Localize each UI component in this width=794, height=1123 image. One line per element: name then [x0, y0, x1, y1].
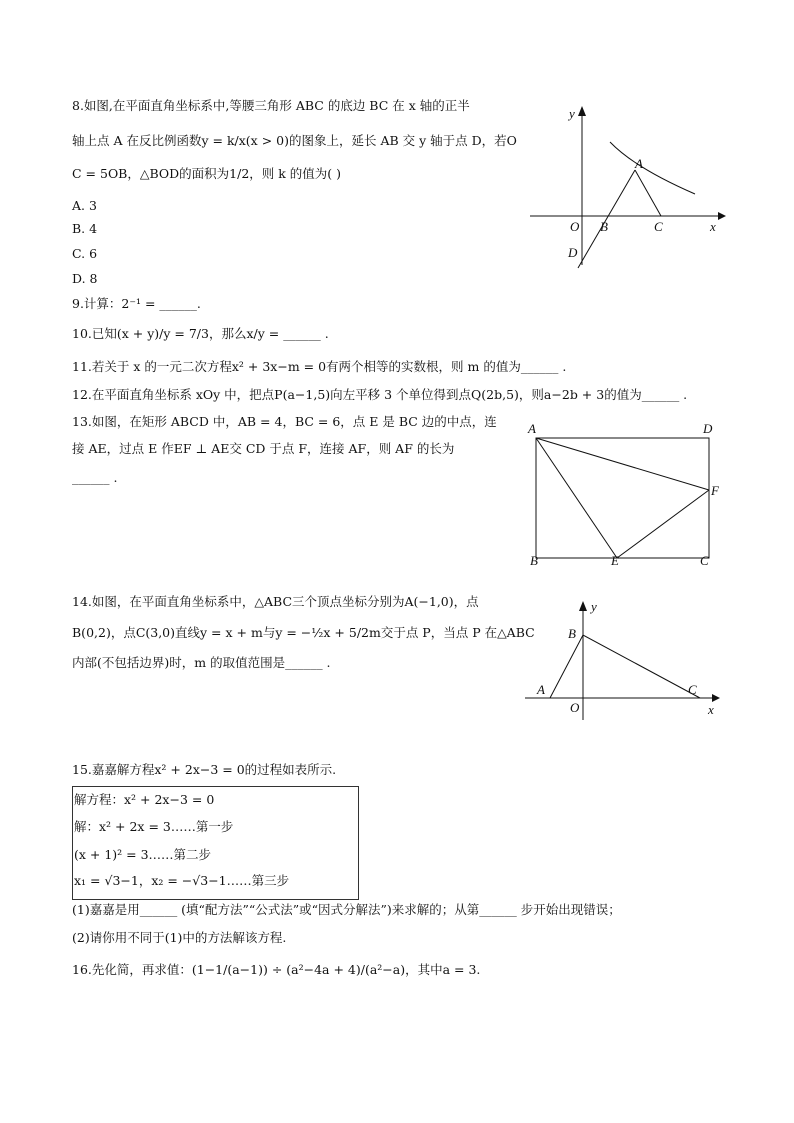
label-f: F [711, 483, 719, 498]
x-axis-arrow [718, 212, 726, 220]
label-o: O [570, 219, 580, 234]
label-d: D [568, 245, 578, 260]
label-c: C [654, 219, 663, 234]
label-b: B [600, 219, 608, 234]
segment-ef [617, 490, 709, 558]
q15-part2: (2)请你用不同于(1)中的方法解该方程. [72, 930, 287, 945]
label-c: C [700, 553, 709, 568]
label-y: y [569, 106, 575, 121]
segment-af [536, 438, 709, 490]
q8-line1: 8.如图,在平面直角坐标系中,等腰三角形 ABC 的底边 BC 在 x 轴的正半 [72, 98, 470, 113]
q15-intro: 15.嘉嘉解方程x² + 2x−3 = 0的过程如表所示. [72, 762, 337, 777]
q10: 10.已知(x + y)/y = 7/3，那么x/y = ______ . [72, 326, 329, 341]
q14-line3: 内部(不包括边界)时，m 的取值范围是______ . [72, 655, 331, 670]
segment-ae [536, 438, 617, 558]
rectangle-abcd [536, 438, 709, 558]
q15-step-1: 解：x² + 2x = 3……第一步 [74, 819, 234, 834]
q13-line3: ______ . [72, 470, 118, 485]
q9: 9.计算：2⁻¹ = ______. [72, 296, 201, 311]
q8-line3: C = 5OB，△BOD的面积为1/2，则 k 的值为( ) [72, 166, 342, 181]
hyperbola-curve [610, 142, 695, 194]
q15-part1: (1)嘉嘉是用______ (填“配方法”“公式法”或“因式分解法”)来求解的；从第______ 步开始出现错误； [72, 902, 621, 917]
label-b: B [530, 553, 538, 568]
q14-line1: 14.如图，在平面直角坐标系中，△ABC三个顶点坐标分别为A(−1,0)，点 [72, 594, 479, 609]
q8-option-b: B. 4 [72, 221, 98, 236]
triangle-abc [550, 635, 700, 698]
y-axis-arrow [579, 601, 587, 611]
q8-option-c: C. 6 [72, 246, 98, 261]
label-d: D [703, 421, 713, 436]
q15-step-2: (x + 1)² = 3……第二步 [74, 847, 212, 862]
x-axis-arrow [712, 694, 720, 702]
label-x: x [708, 702, 714, 717]
label-c: C [688, 682, 697, 697]
label-a: A [537, 682, 545, 697]
q8-figure [520, 100, 730, 270]
q13-figure [520, 418, 730, 573]
q8-line2: 轴上点 A 在反比例函数y = k/x(x > 0)的图象上，延长 AB 交 y 轴于点 D，若O [72, 133, 517, 148]
label-x: x [710, 219, 716, 234]
q13-line2: 接 AE，过点 E 作EF ⊥ AE交 CD 于点 F，连接 AF，则 AF 的长为 [72, 441, 455, 456]
q8-option-d: D. 8 [72, 271, 98, 286]
label-o: O [570, 700, 580, 715]
label-e: E [611, 553, 619, 568]
label-a: A [528, 421, 536, 436]
q12: 12.在平面直角坐标系 xOy 中，把点P(a−1,5)向左平移 3 个单位得到点Q(2b,5)，则a−2b + 3的值为______ . [72, 387, 688, 402]
q15-step-3: x₁ = √3−1，x₂ = −√3−1……第三步 [74, 873, 290, 888]
q14-line2: B(0,2)，点C(3,0)直线y = x + m与y = −½x + 5/2m交于点 P，当点 P 在△ABC [72, 625, 535, 640]
q15-step-0: 解方程：x² + 2x−3 = 0 [74, 792, 215, 807]
q11: 11.若关于 x 的一元二次方程x² + 3x−m = 0有两个相等的实数根，则 m 的值为______ . [72, 359, 567, 374]
line-ac [635, 170, 661, 216]
label-b: B [568, 626, 576, 641]
q14-figure [520, 595, 730, 720]
label-y: y [591, 599, 597, 614]
q16: 16.先化简，再求值：(1−1/(a−1)) ÷ (a²−4a + 4)/(a²−a)，其中a = 3. [72, 962, 481, 977]
q13-line1: 13.如图，在矩形 ABCD 中，AB = 4，BC = 6，点 E 是 BC 边的中点，连 [72, 414, 497, 429]
y-axis-arrow [578, 106, 586, 116]
q8-option-a: A. 3 [72, 198, 97, 213]
label-a: A [635, 156, 643, 171]
